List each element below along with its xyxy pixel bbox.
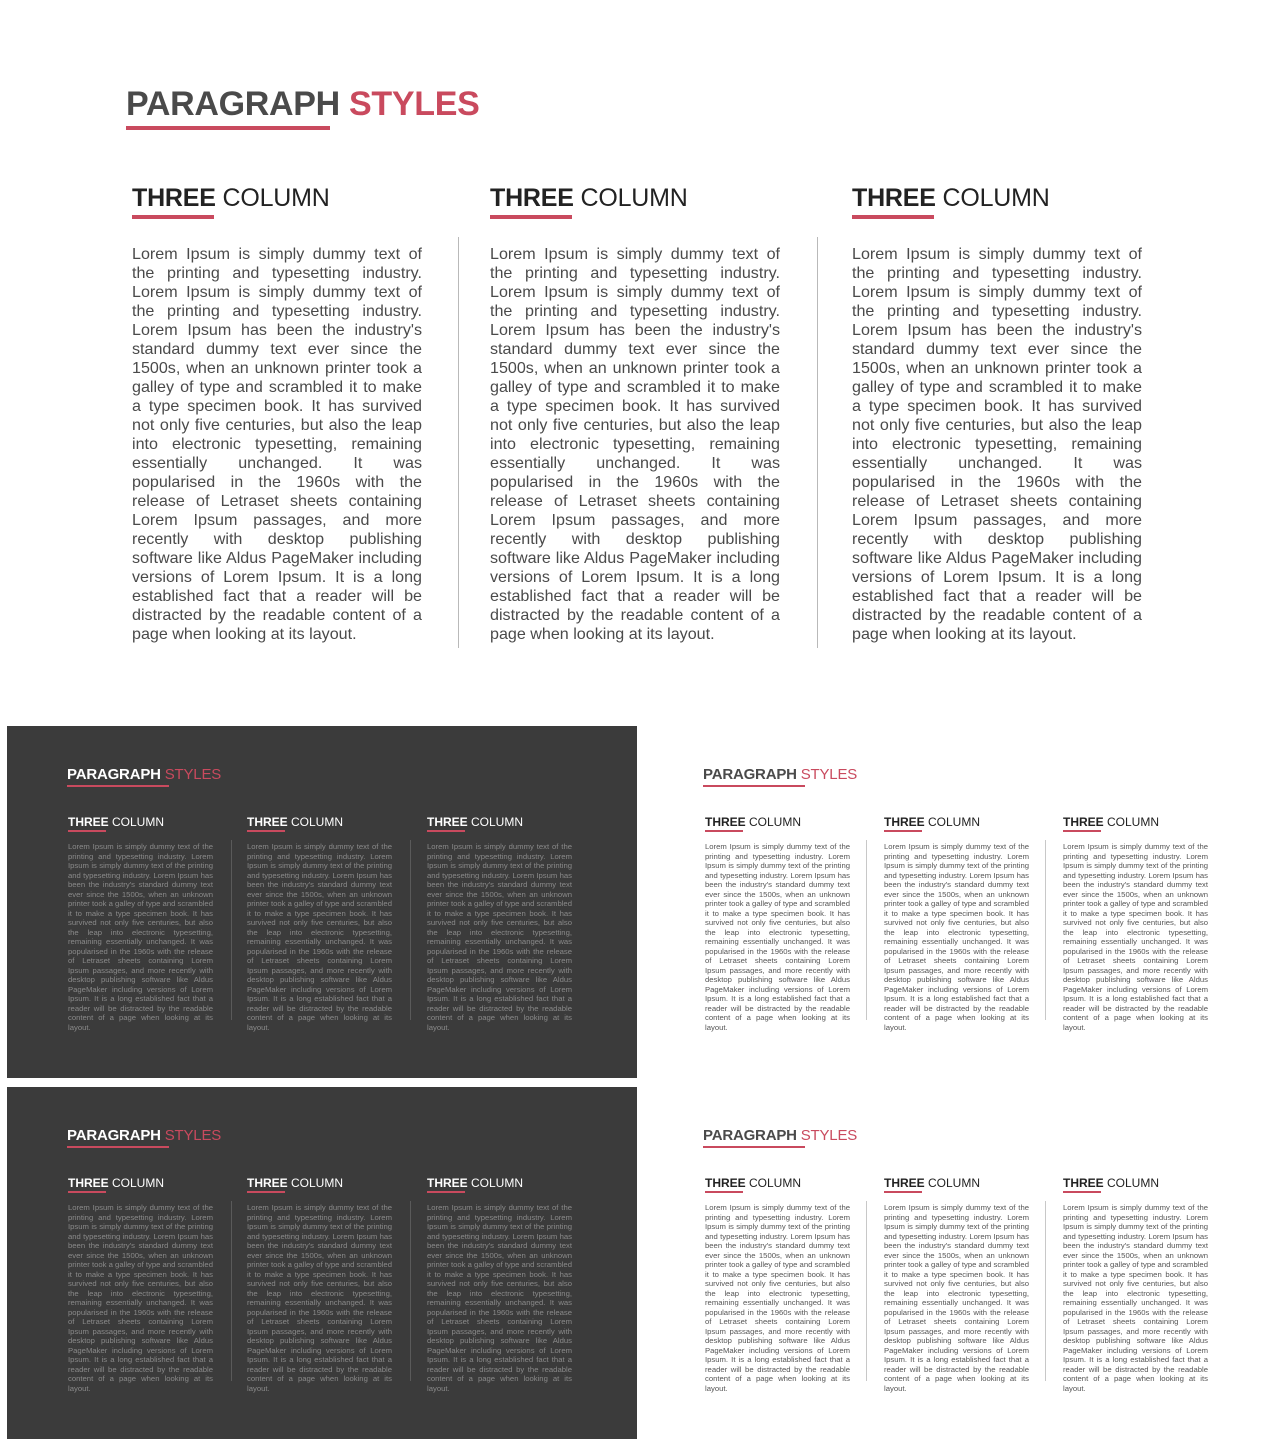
thumbnail-column-heading [1063,1176,1208,1190]
thumbnail-column-underline [68,1191,106,1193]
thumbnail-column-heading-bold: THREE [1063,1176,1104,1190]
column-body-text: Lorem Ipsum is simply dummy text of the printing and typesetting industry. Lorem Ipsum is simply dummy text of the printing and typesetting industry. Lorem Ipsum has been the industry's standard dummy text ever since the 1500s, when an unknown printer took a galley of type and scrambled it to make a type specimen book. It has survived not only five centuries, but also the leap into electronic typesetting, remaining essentially unchanged. It was popularised in the 1960s with the release of Letraset sheets containing Lorem Ipsum passages, and more recently with desktop publishing software like Aldus PageMaker including versions of Lorem Ipsum. It is a long established fact that a reader will be distracted by the readable content of a page when looking at its layout. [852,245,1142,643]
thumbnail-column-body: Lorem Ipsum is simply dummy text of the printing and typesetting industry. Lorem Ipsum is simply dummy text of the printing and typesetting industry. Lorem Ipsum has been the industry's standard dummy text ever since the 1500s, when an unknown printer took a galley of type and scrambled it to make a type specimen book. It has survived not only five centuries, but also the leap into electronic typesetting, remaining essentially unchanged. It was popularised in the 1960s with the release of Letraset sheets containing Lorem Ipsum passages, and more recently with desktop publishing software like Aldus PageMaker including versions of Lorem Ipsum. It is a long established fact that a reader will be distracted by the readable content of a page when looking at its layout. [705,842,850,1032]
thumbnail-column-heading [1063,815,1208,829]
thumbnail-column-underline [247,1191,285,1193]
thumbnail-column-heading [247,1176,392,1190]
thumbnail-title-accent: STYLES [796,766,858,783]
thumbnail-column-heading-bold: THREE [427,1176,468,1190]
thumbnail-column-heading [705,815,850,829]
thumbnail-column [705,815,850,1032]
column-divider [817,237,818,648]
column-heading-rest: COLUMN [215,184,330,212]
column-heading-bold: THREE [490,184,574,212]
thumbnail-title [703,1127,857,1145]
thumbnail-column-divider [866,840,867,1020]
page-title [126,84,480,124]
thumbnail-column-heading-bold: THREE [1063,815,1104,829]
thumbnail-column-body: Lorem Ipsum is simply dummy text of the printing and typesetting industry. Lorem Ipsum is simply dummy text of the printing and typesetting industry. Lorem Ipsum has been the industry's standard dummy text ever since the 1500s, when an unknown printer took a galley of type and scrambled it to make a type specimen book. It has survived not only five centuries, but also the leap into electronic typesetting, remaining essentially unchanged. It was popularised in the 1960s with the release of Letraset sheets containing Lorem Ipsum passages, and more recently with desktop publishing software like Aldus PageMaker including versions of Lorem Ipsum. It is a long established fact that a reader will be distracted by the readable content of a page when looking at its layout. [247,842,392,1032]
thumbnail-dark-1 [7,726,637,1078]
thumbnail-column-heading [68,1176,213,1190]
thumbnail-title-underline [703,785,805,787]
column-body-text: Lorem Ipsum is simply dummy text of the printing and typesetting industry. Lorem Ipsum is simply dummy text of the printing and typesetting industry. Lorem Ipsum has been the industry's standard dummy text ever since the 1500s, when an unknown printer took a galley of type and scrambled it to make a type specimen book. It has survived not only five centuries, but also the leap into electronic typesetting, remaining essentially unchanged. It was popularised in the 1960s with the release of Letraset sheets containing Lorem Ipsum passages, and more recently with desktop publishing software like Aldus PageMaker including versions of Lorem Ipsum. It is a long established fact that a reader will be distracted by the readable content of a page when looking at its layout. [132,245,422,643]
thumbnail-column-divider [231,840,232,1020]
thumbnail-column-body: Lorem Ipsum is simply dummy text of the printing and typesetting industry. Lorem Ipsum is simply dummy text of the printing and typesetting industry. Lorem Ipsum has been the industry's standard dummy text ever since the 1500s, when an unknown printer took a galley of type and scrambled it to make a type specimen book. It has survived not only five centuries, but also the leap into electronic typesetting, remaining essentially unchanged. It was popularised in the 1960s with the release of Letraset sheets containing Lorem Ipsum passages, and more recently with desktop publishing software like Aldus PageMaker including versions of Lorem Ipsum. It is a long established fact that a reader will be distracted by the readable content of a page when looking at its layout. [68,1203,213,1393]
thumbnail-column-heading [247,815,392,829]
thumbnail-column-divider [410,1201,411,1381]
column-heading-bold: THREE [852,184,936,212]
column-heading-underline [490,215,572,219]
column-body-text: Lorem Ipsum is simply dummy text of the printing and typesetting industry. Lorem Ipsum is simply dummy text of the printing and typesetting industry. Lorem Ipsum has been the industry's standard dummy text ever since the 1500s, when an unknown printer took a galley of type and scrambled it to make a type specimen book. It has survived not only five centuries, but also the leap into electronic typesetting, remaining essentially unchanged. It was popularised in the 1960s with the release of Letraset sheets containing Lorem Ipsum passages, and more recently with desktop publishing software like Aldus PageMaker including versions of Lorem Ipsum. It is a long established fact that a reader will be distracted by the readable content of a page when looking at its layout. [490,245,780,643]
thumbnail-title-bold: PARAGRAPH [703,766,797,783]
thumbnail-column-heading-rest: COLUMN [467,815,524,829]
thumbnail-column-heading [68,815,213,829]
thumbnail-column-underline [247,830,285,832]
thumbnail-column-divider [410,840,411,1020]
thumbnail-column-heading-bold: THREE [705,1176,746,1190]
thumbnail-column-heading-rest: COLUMN [924,1176,981,1190]
thumbnail-column-heading [705,1176,850,1190]
thumbnail-column-heading-bold: THREE [68,815,109,829]
thumbnail-column [247,1176,392,1393]
column-heading-bold: THREE [132,184,216,212]
thumbnail-column [1063,1176,1208,1393]
thumbnail-column-heading [427,815,572,829]
thumbnail-column-body: Lorem Ipsum is simply dummy text of the printing and typesetting industry. Lorem Ipsum is simply dummy text of the printing and typesetting industry. Lorem Ipsum has been the industry's standard dummy text ever since the 1500s, when an unknown printer took a galley of type and scrambled it to make a type specimen book. It has survived not only five centuries, but also the leap into electronic typesetting, remaining essentially unchanged. It was popularised in the 1960s with the release of Letraset sheets containing Lorem Ipsum passages, and more recently with desktop publishing software like Aldus PageMaker including versions of Lorem Ipsum. It is a long established fact that a reader will be distracted by the readable content of a page when looking at its layout. [427,842,572,1032]
thumbnail-column-body: Lorem Ipsum is simply dummy text of the printing and typesetting industry. Lorem Ipsum is simply dummy text of the printing and typesetting industry. Lorem Ipsum has been the industry's standard dummy text ever since the 1500s, when an unknown printer took a galley of type and scrambled it to make a type specimen book. It has survived not only five centuries, but also the leap into electronic typesetting, remaining essentially unchanged. It was popularised in the 1960s with the release of Letraset sheets containing Lorem Ipsum passages, and more recently with desktop publishing software like Aldus PageMaker including versions of Lorem Ipsum. It is a long established fact that a reader will be distracted by the readable content of a page when looking at its layout. [705,1203,850,1393]
column-heading [490,182,780,214]
thumbnail-column-body: Lorem Ipsum is simply dummy text of the printing and typesetting industry. Lorem Ipsum is simply dummy text of the printing and typesetting industry. Lorem Ipsum has been the industry's standard dummy text ever since the 1500s, when an unknown printer took a galley of type and scrambled it to make a type specimen book. It has survived not only five centuries, but also the leap into electronic typesetting, remaining essentially unchanged. It was popularised in the 1960s with the release of Letraset sheets containing Lorem Ipsum passages, and more recently with desktop publishing software like Aldus PageMaker including versions of Lorem Ipsum. It is a long established fact that a reader will be distracted by the readable content of a page when looking at its layout. [247,1203,392,1393]
column-3 [852,182,1142,644]
thumbnail-column-divider [1045,1201,1046,1381]
thumbnail-column-heading-bold: THREE [705,815,746,829]
thumbnail-column-heading [884,815,1029,829]
page-title-underline [126,126,330,130]
column-2 [490,182,780,644]
thumbnail-column-heading-bold: THREE [68,1176,109,1190]
thumbnail-column-heading-rest: COLUMN [745,815,802,829]
thumbnail-light-2 [643,1087,1273,1439]
thumbnail-column-heading-bold: THREE [884,1176,925,1190]
thumbnail-title-underline [67,1146,169,1148]
thumbnail-column [427,815,572,1032]
thumbnail-column-divider [231,1201,232,1381]
thumbnail-column-heading [427,1176,572,1190]
thumbnail-column-underline [705,1191,743,1193]
thumbnail-title-underline [703,1146,805,1148]
column-heading-underline [852,215,934,219]
thumbnail-column [68,1176,213,1393]
thumbnail-column [884,815,1029,1032]
thumbnail-title-bold: PARAGRAPH [67,1127,161,1144]
column-heading [132,182,422,214]
page-title-bold: PARAGRAPH [126,85,340,123]
thumbnail-column-heading-bold: THREE [427,815,468,829]
thumbnail-column [247,815,392,1032]
thumbnail-column [705,1176,850,1393]
thumbnail-column-underline [884,830,922,832]
thumbnail-column-heading-rest: COLUMN [1103,815,1160,829]
thumbnail-column-underline [705,830,743,832]
thumbnail-column-divider [1045,840,1046,1020]
thumbnail-column [427,1176,572,1393]
column-divider [458,237,459,648]
thumbnail-column-underline [427,830,465,832]
thumbnail-column-heading-bold: THREE [247,815,288,829]
thumbnail-column-body: Lorem Ipsum is simply dummy text of the printing and typesetting industry. Lorem Ipsum is simply dummy text of the printing and typesetting industry. Lorem Ipsum has been the industry's standard dummy text ever since the 1500s, when an unknown printer took a galley of type and scrambled it to make a type specimen book. It has survived not only five centuries, but also the leap into electronic typesetting, remaining essentially unchanged. It was popularised in the 1960s with the release of Letraset sheets containing Lorem Ipsum passages, and more recently with desktop publishing software like Aldus PageMaker including versions of Lorem Ipsum. It is a long established fact that a reader will be distracted by the readable content of a page when looking at its layout. [884,1203,1029,1393]
thumbnail-column-heading-rest: COLUMN [108,1176,165,1190]
thumbnail-column [884,1176,1029,1393]
thumbnail-column [68,815,213,1032]
thumbnail-column-underline [68,830,106,832]
thumbnail-title-bold: PARAGRAPH [67,766,161,783]
thumbnail-title-accent: STYLES [796,1127,858,1144]
thumbnail-column-underline [1063,1191,1101,1193]
thumbnail-dark-2 [7,1087,637,1439]
thumbnail-column-underline [884,1191,922,1193]
thumbnail-column-divider [866,1201,867,1381]
thumbnail-column-heading-rest: COLUMN [287,1176,344,1190]
thumbnail-column-heading-bold: THREE [247,1176,288,1190]
thumbnail-column-body: Lorem Ipsum is simply dummy text of the printing and typesetting industry. Lorem Ipsum is simply dummy text of the printing and typesetting industry. Lorem Ipsum has been the industry's standard dummy text ever since the 1500s, when an unknown printer took a galley of type and scrambled it to make a type specimen book. It has survived not only five centuries, but also the leap into electronic typesetting, remaining essentially unchanged. It was popularised in the 1960s with the release of Letraset sheets containing Lorem Ipsum passages, and more recently with desktop publishing software like Aldus PageMaker including versions of Lorem Ipsum. It is a long established fact that a reader will be distracted by the readable content of a page when looking at its layout. [1063,1203,1208,1393]
thumbnail-column-underline [1063,830,1101,832]
column-heading-rest: COLUMN [935,184,1050,212]
thumbnail-column-heading [884,1176,1029,1190]
thumbnail-title-accent: STYLES [160,1127,222,1144]
column-heading-underline [132,215,214,219]
thumbnail-column-heading-rest: COLUMN [108,815,165,829]
thumbnail-column-body: Lorem Ipsum is simply dummy text of the printing and typesetting industry. Lorem Ipsum is simply dummy text of the printing and typesetting industry. Lorem Ipsum has been the industry's standard dummy text ever since the 1500s, when an unknown printer took a galley of type and scrambled it to make a type specimen book. It has survived not only five centuries, but also the leap into electronic typesetting, remaining essentially unchanged. It was popularised in the 1960s with the release of Letraset sheets containing Lorem Ipsum passages, and more recently with desktop publishing software like Aldus PageMaker including versions of Lorem Ipsum. It is a long established fact that a reader will be distracted by the readable content of a page when looking at its layout. [884,842,1029,1032]
thumbnail-column-heading-rest: COLUMN [287,815,344,829]
thumbnail-column-body: Lorem Ipsum is simply dummy text of the printing and typesetting industry. Lorem Ipsum is simply dummy text of the printing and typesetting industry. Lorem Ipsum has been the industry's standard dummy text ever since the 1500s, when an unknown printer took a galley of type and scrambled it to make a type specimen book. It has survived not only five centuries, but also the leap into electronic typesetting, remaining essentially unchanged. It was popularised in the 1960s with the release of Letraset sheets containing Lorem Ipsum passages, and more recently with desktop publishing software like Aldus PageMaker including versions of Lorem Ipsum. It is a long established fact that a reader will be distracted by the readable content of a page when looking at its layout. [1063,842,1208,1032]
page-title-accent: STYLES [339,85,480,123]
column-1 [132,182,422,644]
column-heading [852,182,1142,214]
thumbnail-column-body: Lorem Ipsum is simply dummy text of the printing and typesetting industry. Lorem Ipsum is simply dummy text of the printing and typesetting industry. Lorem Ipsum has been the industry's standard dummy text ever since the 1500s, when an unknown printer took a galley of type and scrambled it to make a type specimen book. It has survived not only five centuries, but also the leap into electronic typesetting, remaining essentially unchanged. It was popularised in the 1960s with the release of Letraset sheets containing Lorem Ipsum passages, and more recently with desktop publishing software like Aldus PageMaker including versions of Lorem Ipsum. It is a long established fact that a reader will be distracted by the readable content of a page when looking at its layout. [427,1203,572,1393]
thumbnail-light-1 [643,726,1273,1078]
thumbnail-title-accent: STYLES [160,766,222,783]
thumbnail-column-heading-rest: COLUMN [1103,1176,1160,1190]
thumbnail-title-bold: PARAGRAPH [703,1127,797,1144]
column-heading-rest: COLUMN [573,184,688,212]
thumbnail-column-heading-bold: THREE [884,815,925,829]
thumbnail-title [67,1127,221,1145]
thumbnail-column-heading-rest: COLUMN [467,1176,524,1190]
thumbnail-title-underline [67,785,169,787]
thumbnail-title [67,766,221,784]
thumbnail-column-underline [427,1191,465,1193]
thumbnail-column-heading-rest: COLUMN [745,1176,802,1190]
thumbnail-column-body: Lorem Ipsum is simply dummy text of the printing and typesetting industry. Lorem Ipsum is simply dummy text of the printing and typesetting industry. Lorem Ipsum has been the industry's standard dummy text ever since the 1500s, when an unknown printer took a galley of type and scrambled it to make a type specimen book. It has survived not only five centuries, but also the leap into electronic typesetting, remaining essentially unchanged. It was popularised in the 1960s with the release of Letraset sheets containing Lorem Ipsum passages, and more recently with desktop publishing software like Aldus PageMaker including versions of Lorem Ipsum. It is a long established fact that a reader will be distracted by the readable content of a page when looking at its layout. [68,842,213,1032]
thumbnail-column [1063,815,1208,1032]
thumbnail-title [703,766,857,784]
thumbnail-column-heading-rest: COLUMN [924,815,981,829]
